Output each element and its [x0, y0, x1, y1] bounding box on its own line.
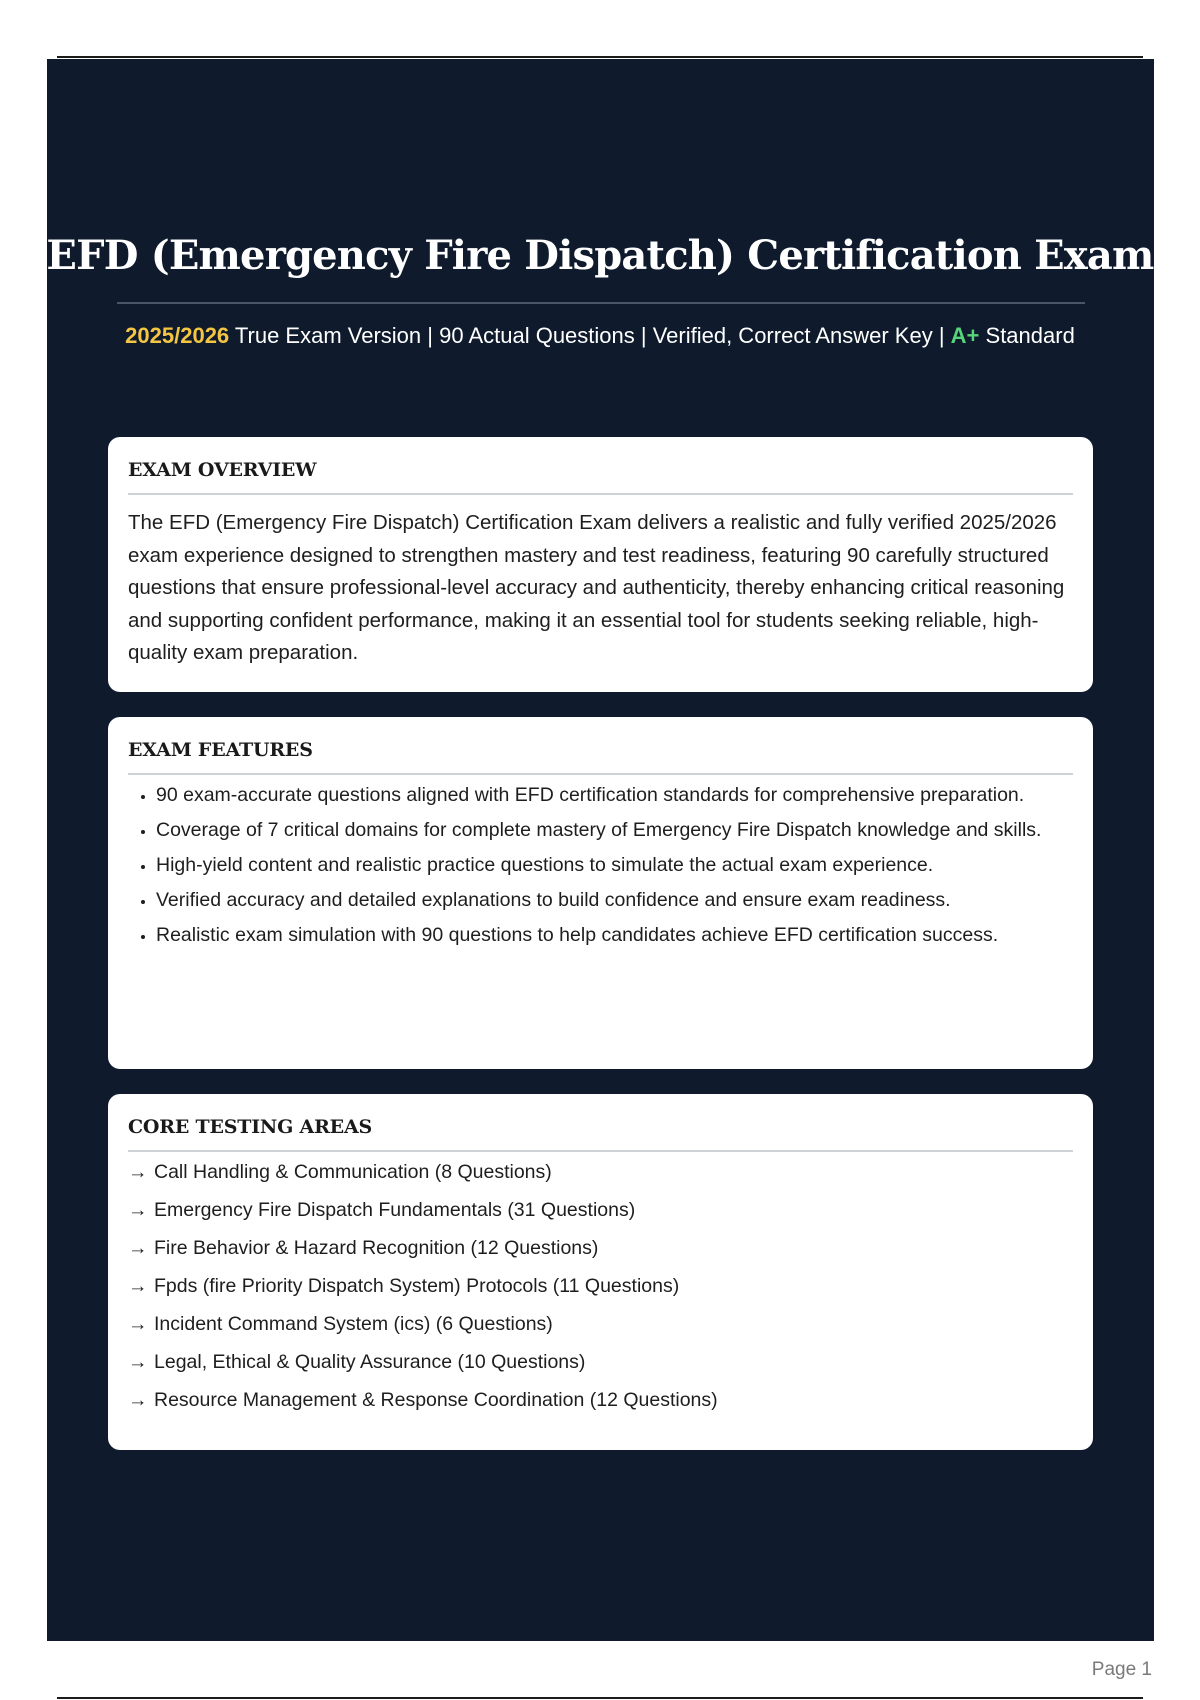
arrow-icon: → [128, 1199, 148, 1221]
feature-item: • Coverage of 7 critical domains for complete mastery of Emergency Fire Dispatch knowledge and skills. [156, 818, 1073, 843]
exam-overview-text: The EFD (Emergency Fire Dispatch) Certification Exam delivers a realistic and fully verified 2025/2026 exam experience designed to strengthen mastery and test readiness, featuring 90 carefully structured questions that ensure professional-level accuracy and authenticity, thereby enhancing critical reasoning and supporting confident performance, making it an essential tool for students seeking reliable, high-quality exam preparation. [128, 511, 1065, 664]
area-item [128, 1160, 1073, 1185]
exam-features-heading: EXAM FEATURES [128, 717, 1073, 775]
page-number: Page 1 [1091, 1659, 1152, 1680]
subtitle-end: Standard [979, 323, 1075, 348]
area-label: Resource Management & Response Coordination (12 Questions) [154, 1389, 718, 1411]
feature-item: • Verified accuracy and detailed explanations to build confidence and ensure exam readiness. [156, 888, 1073, 913]
subtitle-grade: A+ [950, 323, 980, 348]
features-list [128, 783, 1073, 948]
arrow-icon: → [128, 1275, 148, 1297]
areas-list [128, 1160, 1073, 1413]
area-item [128, 1198, 1073, 1223]
arrow-icon: → [128, 1237, 148, 1259]
document-title: EFD (Emergency Fire Dispatch) Certification Exam [46, 232, 1154, 279]
area-item [128, 1388, 1073, 1413]
arrow-icon: → [128, 1313, 148, 1335]
arrow-icon: → [128, 1389, 148, 1411]
area-label: Call Handling & Communication (8 Questions) [154, 1161, 552, 1183]
area-label: Incident Command System (ics) (6 Questions) [154, 1313, 553, 1335]
arrow-icon: → [128, 1351, 148, 1373]
area-label: Fire Behavior & Hazard Recognition (12 Questions) [154, 1237, 599, 1259]
area-item [128, 1274, 1073, 1299]
subtitle-year: 2025/2026 [125, 323, 230, 348]
area-item [128, 1312, 1073, 1337]
exam-overview-card [108, 437, 1093, 692]
area-label: Fpds (fire Priority Dispatch System) Protocols (11 Questions) [154, 1275, 680, 1297]
subtitle-details: True Exam Version | 90 Actual Questions | Verified, Correct Answer Key | [229, 323, 951, 348]
title-divider [117, 302, 1085, 304]
subtitle [100, 320, 1100, 352]
top-rule [57, 56, 1143, 58]
arrow-icon: → [128, 1161, 148, 1183]
core-testing-areas-card [108, 1094, 1093, 1450]
feature-item: • 90 exam-accurate questions aligned with EFD certification standards for comprehensive preparation. [156, 783, 1073, 808]
core-testing-areas-heading: CORE TESTING AREAS [128, 1094, 1073, 1152]
exam-overview-heading: EXAM OVERVIEW [128, 437, 1073, 495]
feature-item: • Realistic exam simulation with 90 questions to help candidates achieve EFD certification success. [156, 923, 1073, 948]
feature-item: • High-yield content and realistic practice questions to simulate the actual exam experience. [156, 853, 1073, 878]
area-label: Emergency Fire Dispatch Fundamentals (31 Questions) [154, 1199, 636, 1221]
bottom-rule [57, 1697, 1143, 1699]
area-item [128, 1236, 1073, 1261]
exam-features-card [108, 717, 1093, 1069]
area-label: Legal, Ethical & Quality Assurance (10 Questions) [154, 1351, 586, 1373]
area-item [128, 1350, 1073, 1375]
